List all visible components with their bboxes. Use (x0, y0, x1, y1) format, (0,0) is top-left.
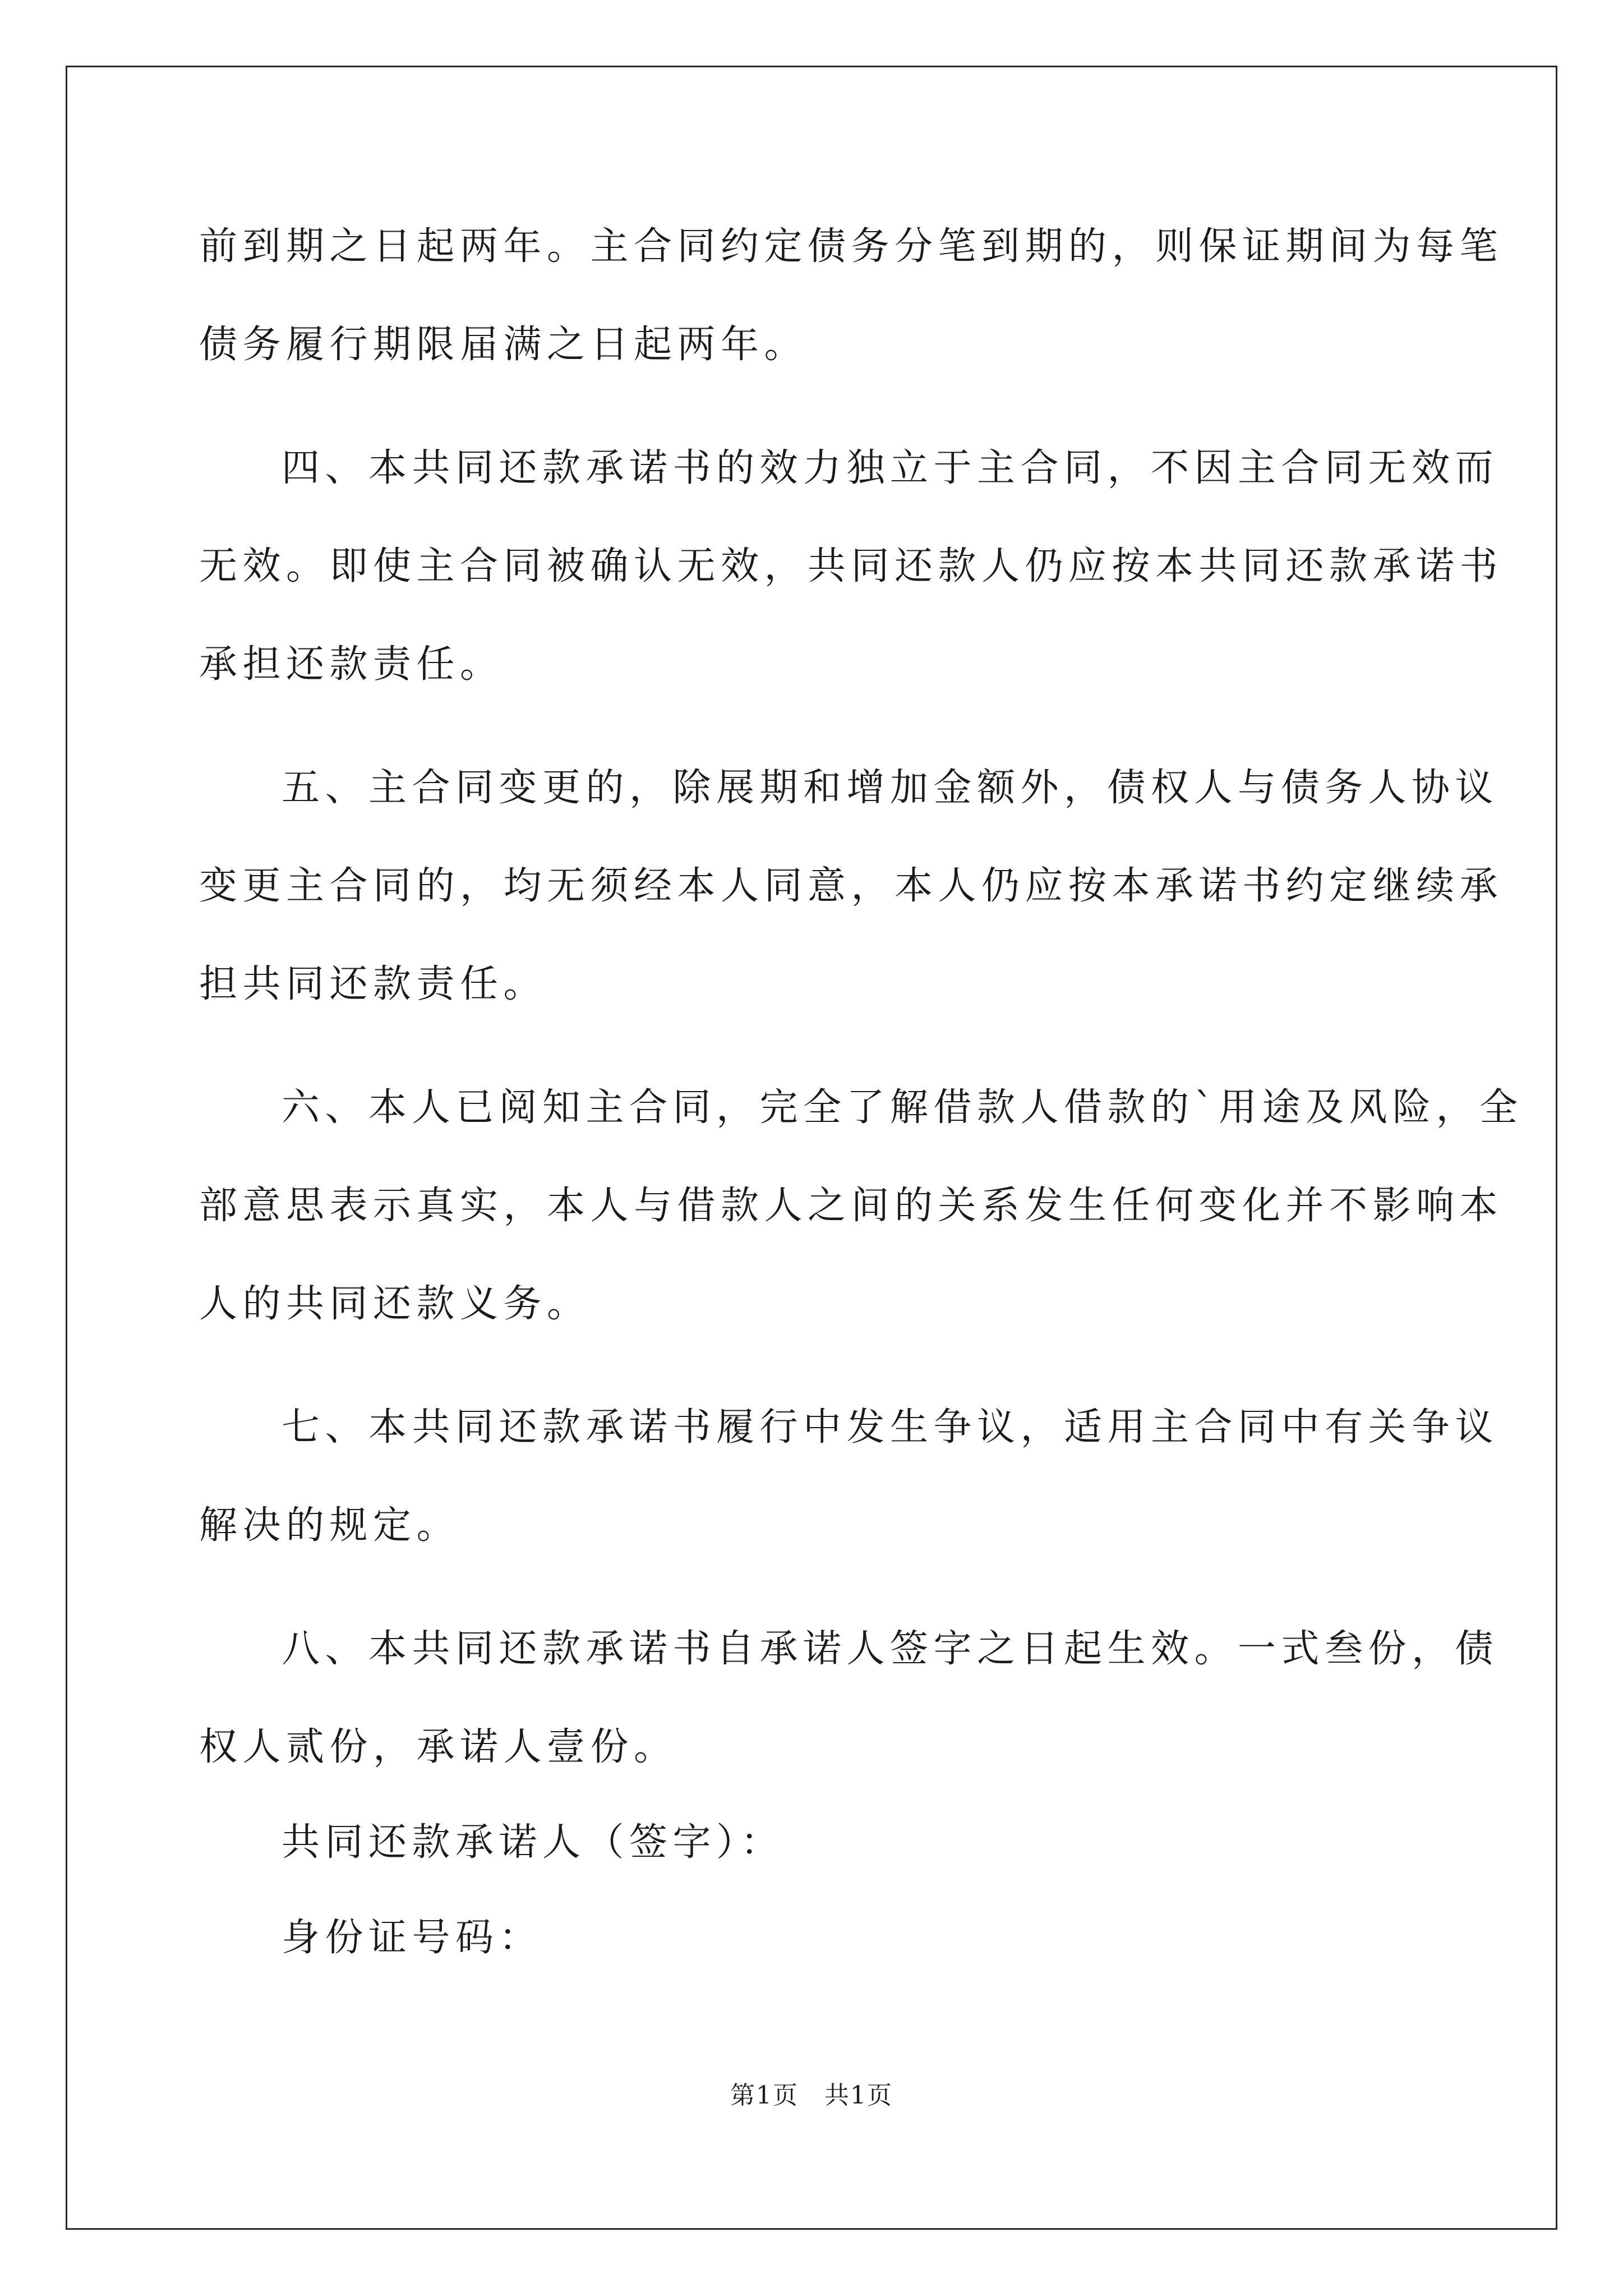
text-line: 八、本共同还款承诺书自承诺人签字之日起生效。一式叁份，债 (282, 1627, 1499, 1671)
text-line: 前到期之日起两年。主合同约定债务分笔到期的，则保证期间为每笔 (199, 224, 1504, 269)
text-line: 承担还款责任。 (199, 642, 504, 687)
text-line: 无效。即使主合同被确认无效，共同还款人仍应按本共同还款承诺书 (199, 544, 1504, 588)
text-line: 担共同还款责任。 (199, 962, 547, 1006)
page-border (66, 66, 1557, 2230)
text-line: 四、本共同还款承诺书的效力独立于主合同，不因主合同无效而 (282, 446, 1499, 490)
text-line: 五、主合同变更的，除展期和增加金额外，债权人与债务人协议 (282, 766, 1499, 810)
page-number: 第1页 共1页 (730, 2081, 893, 2110)
text-line: 债务履行期限届满之日起两年。 (199, 323, 808, 367)
text-line: 变更主合同的，均无须经本人同意，本人仍应按本承诺书约定继续承 (199, 864, 1504, 908)
text-line: 部意思表示真实，本人与借款人之间的关系发生任何变化并不影响本 (199, 1184, 1504, 1228)
signature-label: 共同还款承诺人（签字）： (282, 1820, 785, 1865)
text-line: 六、本人已阅知主合同，完全了解借款人借款的`用途及风险，全 (282, 1085, 1523, 1130)
text-line: 解决的规定。 (199, 1503, 460, 1548)
id-number-label: 身份证号码： (282, 1916, 543, 1960)
text-line: 七、本共同还款承诺书履行中发生争议，适用主合同中有关争议 (282, 1405, 1499, 1450)
text-line: 人的共同还款义务。 (199, 1282, 591, 1326)
text-line: 权人贰份，承诺人壹份。 (199, 1725, 677, 1769)
